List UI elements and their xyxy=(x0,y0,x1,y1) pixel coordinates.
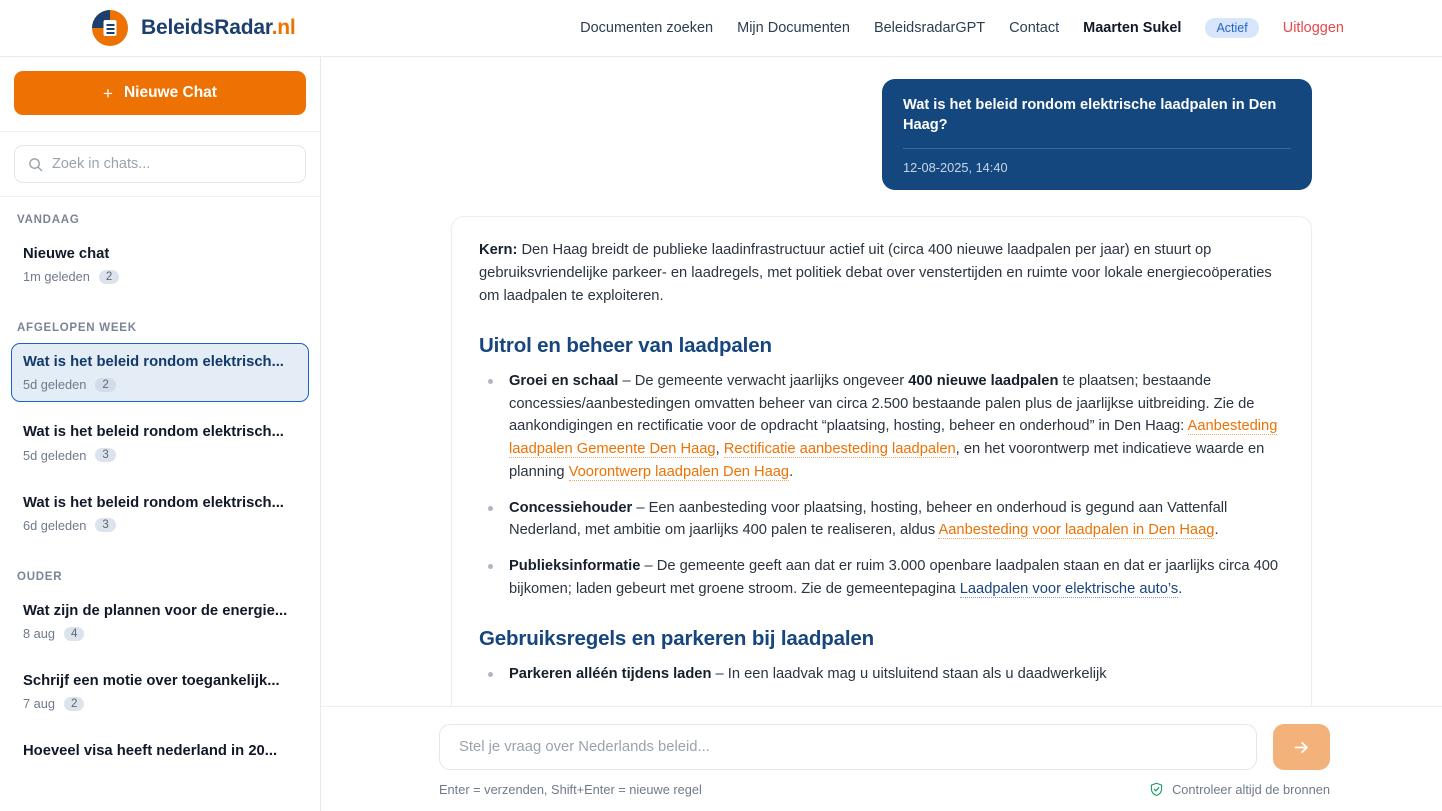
verify-sources-text: Controleer altijd de bronnen xyxy=(1172,782,1330,797)
chat-item-meta xyxy=(23,448,297,463)
document-icon xyxy=(104,20,117,36)
chat-item-time: 5d geleden xyxy=(23,377,87,393)
top-navigation-bar xyxy=(0,0,1442,57)
plus-icon: + xyxy=(103,83,113,103)
user-message-timestamp: 12-08-2025, 14:40 xyxy=(903,148,1291,175)
chat-item-title: Wat is het beleid rondom elektrisch... xyxy=(23,354,284,371)
send-button[interactable] xyxy=(1273,724,1330,770)
chat-item-title: Wat is het beleid rondom elektrisch... xyxy=(23,424,284,441)
bullet-text-b: . xyxy=(1178,580,1183,597)
source-link-voorontwerp-laadpalen[interactable]: Voorontwerp laadpalen Den Haag xyxy=(568,463,790,480)
thread-inner xyxy=(321,79,1442,724)
nav-item-contact[interactable]: Contact xyxy=(1009,20,1060,36)
chat-item-title: Schrijf een motie over toegankelijk... xyxy=(23,673,280,690)
bullet-strong: 400 nieuwe laadpalen xyxy=(908,372,1059,389)
chat-item-time: 7 aug xyxy=(23,696,56,712)
chat-item-meta xyxy=(23,377,297,392)
chat-item-count: 2 xyxy=(64,697,84,711)
nav-item-beleidsradargpt[interactable]: BeleidsradarGPT xyxy=(873,20,986,36)
chat-list-item[interactable] xyxy=(11,592,309,651)
bullet-list-gebruiksregels xyxy=(479,663,1284,686)
search-icon xyxy=(28,157,43,172)
chat-item-time: 5d geleden xyxy=(23,447,87,463)
composer-row xyxy=(439,724,1330,770)
bullet-parkeren-tijdens-laden xyxy=(479,663,1284,686)
search-box[interactable] xyxy=(14,145,306,183)
shield-check-icon xyxy=(1149,782,1164,797)
chat-item-time: 8 aug xyxy=(23,626,56,642)
bullet-term: Concessiehouder xyxy=(509,499,633,516)
chat-item-meta xyxy=(23,626,297,641)
chat-item-time: 1m geleden xyxy=(23,269,90,285)
user-name[interactable]: Maarten Sukel xyxy=(1083,20,1182,36)
chat-group-title-afgelopen-week: AFGELOPEN WEEK xyxy=(17,322,137,335)
bullet-term: Parkeren alléén tijdens laden xyxy=(509,665,712,682)
app-body xyxy=(0,57,1442,811)
composer-footer xyxy=(439,782,1330,797)
arrow-right-icon xyxy=(1292,738,1311,757)
chat-list-item[interactable] xyxy=(11,662,309,721)
assistant-answer-card xyxy=(451,216,1312,723)
bullet-concessiehouder xyxy=(479,497,1284,543)
bullet-text-a: – De gemeente verwacht jaarlijks ongeveer xyxy=(618,372,909,389)
brand-name-text: BeleidsRadar xyxy=(141,16,272,39)
status-badge: Actief xyxy=(1205,18,1258,38)
bullet-text-b: te plaatsen; bestaande concessies/aanbestedingen omvatten beheer van circa 2.500 bestaande palen plus de jaarlijkse uitbreiding. Zie de aankondigingen en rectificatie voor de opdracht “plaatsing, hosting, beheer en onderhoud” in Den Haag: xyxy=(509,372,1255,435)
source-link-aanbesteding-laadpalen[interactable]: Aanbesteding laadpalen Gemeente Den Haag xyxy=(509,418,1278,458)
bullet-text-b: . xyxy=(1214,522,1219,539)
source-link-aanbesteding-den-haag[interactable]: Aanbesteding voor laadpalen in Den Haag xyxy=(938,522,1215,539)
message-input[interactable] xyxy=(439,724,1257,770)
user-message-bubble xyxy=(882,79,1312,190)
chat-item-meta xyxy=(23,696,297,711)
source-link-laadpalen-elektrische-autos[interactable]: Laadpalen voor elektrische auto’s xyxy=(959,580,1179,597)
bullet-term: Groei en schaal xyxy=(509,372,619,389)
composer-hint: Enter = verzenden, Shift+Enter = nieuwe regel xyxy=(439,782,702,797)
chat-item-count: 3 xyxy=(95,448,115,462)
new-chat-label: Nieuwe Chat xyxy=(123,84,217,101)
bullet-list-uitrol xyxy=(479,370,1284,601)
chat-item-title: Wat zijn de plannen voor de energie... xyxy=(23,602,288,619)
message-thread xyxy=(321,57,1442,811)
message-composer xyxy=(321,706,1442,811)
chat-list-item[interactable] xyxy=(11,484,309,543)
nav-item-documenten-zoeken[interactable]: Documenten zoeken xyxy=(580,20,714,36)
bullet-text-d: . xyxy=(789,463,794,480)
answer-kern-paragraph xyxy=(479,239,1284,307)
chat-list-item-active[interactable] xyxy=(11,343,309,402)
new-chat-button[interactable] xyxy=(14,71,306,115)
brand-name xyxy=(141,16,296,40)
bullet-groei-en-schaal xyxy=(479,370,1284,484)
chat-item-title: Nieuwe chat xyxy=(23,246,110,262)
chat-list-item[interactable] xyxy=(11,732,309,771)
kern-label: Kern: xyxy=(479,242,518,259)
new-chat-section xyxy=(0,57,320,132)
chat-list-item[interactable] xyxy=(11,413,309,472)
search-input[interactable] xyxy=(52,156,292,172)
chat-list xyxy=(0,197,320,811)
bullet-text-a: – Een aanbesteding voor plaatsing, hosting, beheer en onderhoud is gegund aan Vattenfall Nederland, met ambitie om jaarlijks 400 palen te realiseren, aldus xyxy=(509,499,1228,539)
chat-item-count: 2 xyxy=(95,378,115,392)
bullet-term: Publieksinformatie xyxy=(509,558,641,575)
main-nav xyxy=(580,18,1344,38)
brand-tld: .nl xyxy=(271,16,296,39)
verify-sources-note xyxy=(1149,782,1330,797)
chat-item-time: 6d geleden xyxy=(23,517,87,533)
chat-item-count: 4 xyxy=(64,627,84,641)
logout-link[interactable]: Uitloggen xyxy=(1282,20,1344,36)
chat-item-title: Wat is het beleid rondom elektrisch... xyxy=(23,494,284,511)
search-section xyxy=(0,132,320,197)
bullet-publieksinformatie xyxy=(479,555,1284,601)
beleidsradar-logo-icon xyxy=(92,10,128,46)
chat-item-count: 3 xyxy=(95,518,115,532)
chat-item-meta xyxy=(23,518,297,533)
bullet-text-a: – De gemeente geeft aan dat er ruim 3.000 openbare laadpalen staan en dat er jaarlijks circa 400 bijkomen; laden gebeurt met groene stroom. Zie de gemeentepagina xyxy=(509,558,1279,597)
bullet-text-c: , en het voorontwerp met indicatieve waarde en planning xyxy=(509,441,1265,480)
chat-item-count: 2 xyxy=(99,270,119,284)
brand-logo[interactable] xyxy=(92,10,296,46)
chat-item-meta xyxy=(23,269,297,284)
chat-group-title-vandaag: VANDAAG xyxy=(17,214,80,226)
bullet-text-a: – In een laadvak mag u uitsluitend staan als u daadwerkelijk xyxy=(711,665,1107,682)
link-separator: , xyxy=(715,441,724,458)
user-message-row xyxy=(451,79,1312,190)
chat-main xyxy=(321,57,1442,811)
nav-item-mijn-documenten[interactable]: Mijn Documenten xyxy=(737,20,850,36)
section-heading-uitrol: Uitrol en beheer van laadpalen xyxy=(479,333,772,357)
chat-sidebar xyxy=(0,57,321,811)
chat-list-item[interactable] xyxy=(11,235,309,294)
user-message-text: Wat is het beleid rondom elektrische laadpalen in Den Haag? xyxy=(903,97,1277,133)
chat-item-title: Hoeveel visa heeft nederland in 20... xyxy=(23,743,278,760)
source-link-rectificatie-aanbesteding[interactable]: Rectificatie aanbesteding laadpalen xyxy=(723,441,956,458)
section-heading-gebruiksregels: Gebruiksregels en parkeren bij laadpalen xyxy=(479,626,875,650)
kern-text: Den Haag breidt de publieke laadinfrastructuur actief uit (circa 400 nieuwe laadpalen per jaar) en stuurt op gebruiksvriendelijke parkeer- en laadregels, met politiek debat over venstertijden en ruimte voor lokale energiecoöperaties om laadpalen te exploiteren. xyxy=(479,242,1272,304)
chat-group-title-ouder: OUDER xyxy=(17,570,63,583)
